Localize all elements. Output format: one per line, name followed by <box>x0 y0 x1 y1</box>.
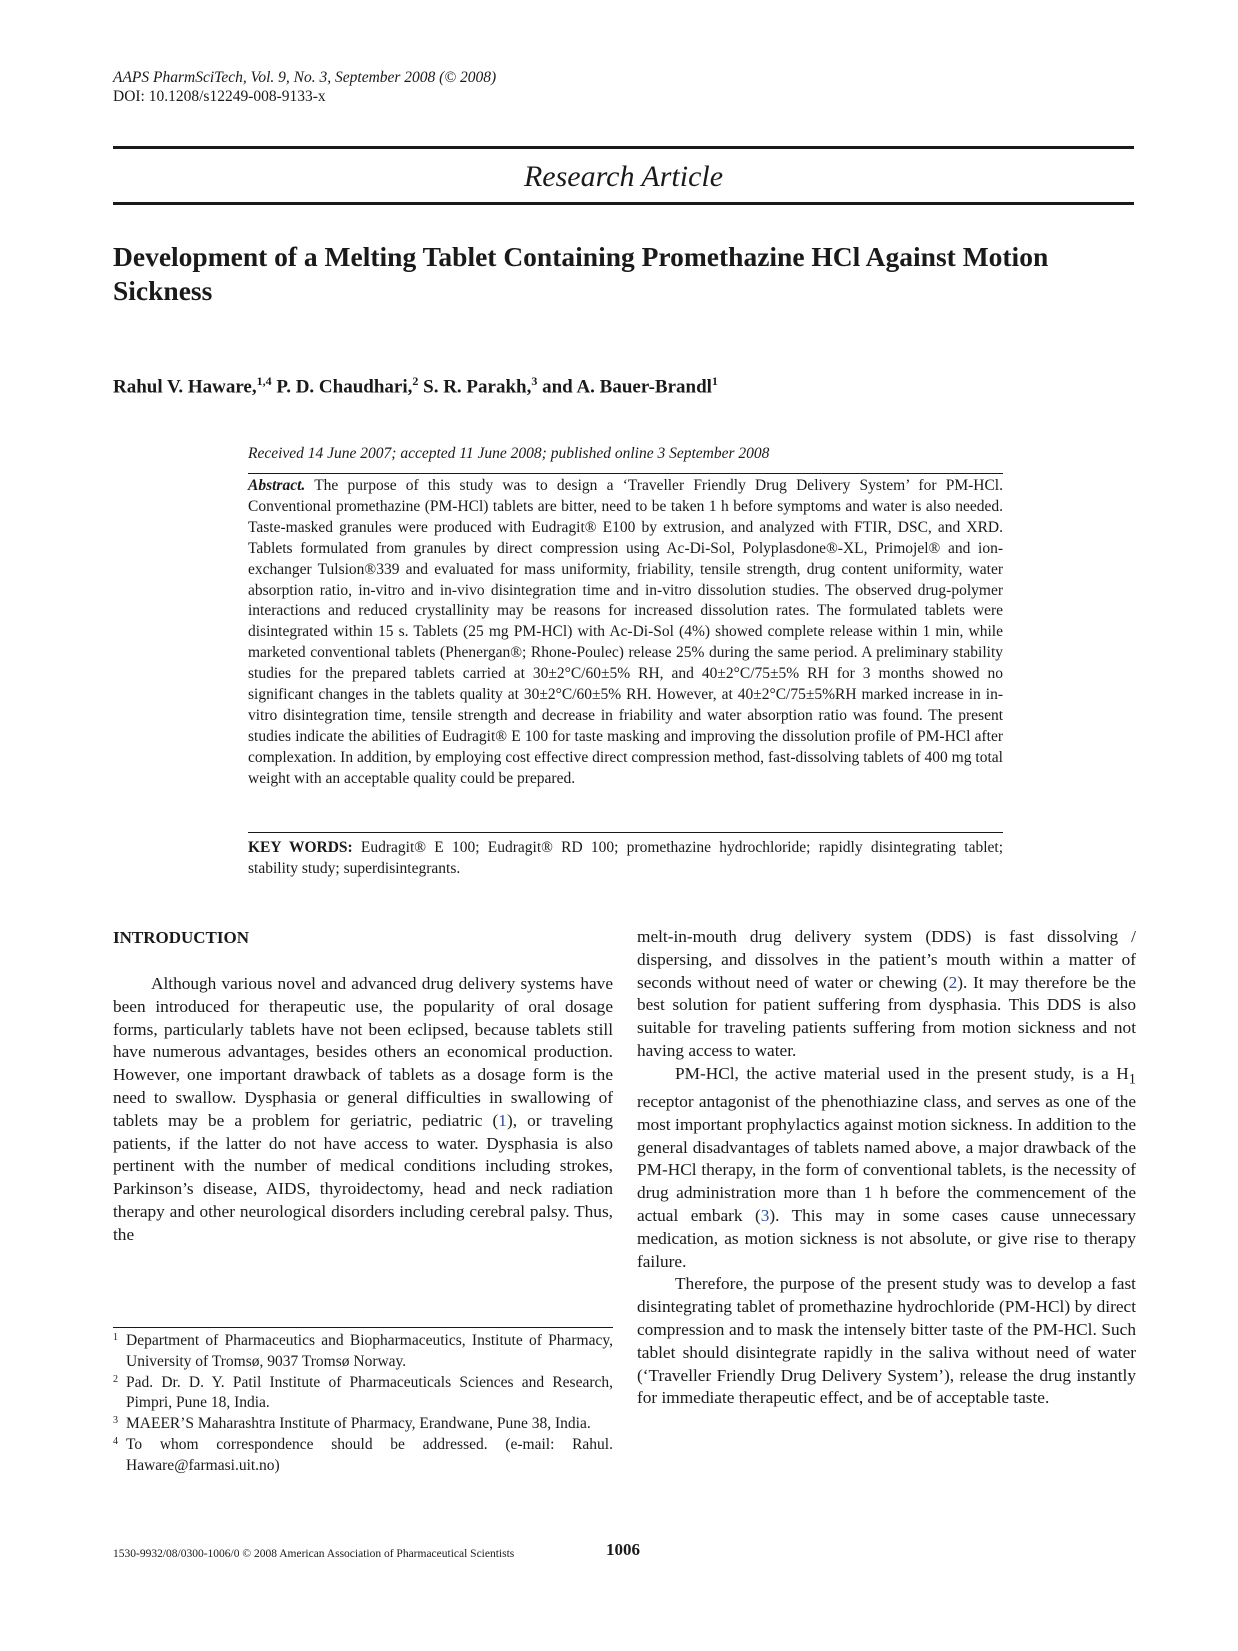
abstract <box>248 476 1003 790</box>
page-number: 1006 <box>606 1540 640 1559</box>
body-paragraph: Although various novel and advanced drug delivery systems have been introduced for therapeutic use, the popularity of oral dosage forms, particularly tablets have not been eclipsed, because tablets still have numerous advantages, besides others an economical production. However, one important drawback of tablets as a dosage form is the need to swallow. Dysphasia or general difficulties in swallowing of tablets may be a problem for geriatric, pediatric (1), or traveling patients, if the latter do not have access to water. Dysphasia is also pertinent with the number of medical conditions including strokes, Parkinson’s disease, AIDS, thyroidectomy, head and neck radiation therapy and other neurological disorders including cerebral palsy. Thus, the <box>113 974 613 1244</box>
author-name: P. D. Chaudhari, <box>276 376 413 398</box>
keywords-text: Eudragit® E 100; Eudragit® RD 100; promethazine hydrochloride; rapidly disintegrating tablet; stability study; superdisintegrants. <box>248 839 1004 877</box>
footnote-text: Pad. Dr. D. Y. Patil Institute of Pharmaceuticals Sciences and Research, Pimpri, Pune 18, India. <box>126 1373 613 1412</box>
received-dates: Received 14 June 2007; accepted 11 June 2008; published online 3 September 2008 <box>248 445 770 462</box>
author-affiliation: 3 <box>531 374 538 388</box>
author-name: Rahul V. Haware, <box>113 376 257 398</box>
footnote <box>113 1414 613 1435</box>
copyright-line: 1530-9932/08/0300-1006/0 © 2008 American Association of Pharmaceutical Scientists <box>113 1548 515 1560</box>
footnote-text[interactable]: To whom correspondence should be addressed. (e-mail: Rahul. Haware@farmasi.uit.no) <box>126 1435 613 1474</box>
footnotes <box>113 1331 613 1477</box>
footnote-text: Department of Pharmaceutics and Biopharmaceutics, Institute of Pharmacy, University of Tromsø, 9037 Tromsø Norway. <box>126 1332 613 1370</box>
footnote-number: 4 <box>113 1435 118 1447</box>
abstract-text: The purpose of this study was to design a ‘Traveller Friendly Drug Delivery System’ for PM-HCl. Conventional promethazine (PM-HCl) tablets are bitter, need to be taken 1 h before symptoms and water is also needed. Taste-masked granules were produced with Eudragit® E100 by extrusion, and analyzed with FTIR, DSC, and XRD. Tablets formulated from granules by direct compression using Ac-Di-Sol, Polyplasdone®-XL, Primojel® and ion-exchanger Tulsion®339 and evaluated for mass uniformity, friability, tensile strength, drug content uniformity, water absorption ratio, in-vitro and in-vivo disintegration time and in-vitro dissolution studies. The observed drug-polymer interactions and reduced crystallinity may be reasons for increased dissolution rates. The formulated tablets were disintegrated within 15 s. Tablets (25 mg PM-HCl) with Ac-Di-Sol (4%) showed complete release within 1 min, while marketed conventional tablets (Phenergan®; Rhone-Poulec) release 25% during the same period. A preliminary stability studies for the prepared tablets carried at 30±2°C/60±5% RH, and 40±2°C/75±5% RH for 3 months showed no significant changes in the tablets quality at 30±2°C/60±5% RH. However, at 40±2°C/75±5%RH marked increase in in-vitro disintegration time, tensile strength and decrease in friability and water absorption ratio was found. The present studies indicate the abilities of Eudragit® E 100 for taste masking and improving the dissolution profile of PM-HCl after complexation. In addition, by employing cost effective direct compression method, fast-dissolving tablets of 400 mg total weight with an acceptable quality could be prepared. <box>248 477 1003 787</box>
citation-link[interactable]: 2 <box>948 972 958 992</box>
author-affiliation: 1 <box>711 374 718 388</box>
journal-citation: AAPS PharmSciTech, Vol. 9, No. 3, September 2008 (© 2008) <box>113 69 497 86</box>
footnote <box>113 1331 613 1373</box>
abstract-rule <box>248 473 1003 474</box>
author-affiliation: 2 <box>412 374 419 388</box>
doi[interactable]: DOI: 10.1208/s12249-008-9133-x <box>113 88 326 105</box>
body-paragraph: PM-HCl, the active material used in the present study, is a $H_1$ receptor antagonist of the phenothiazine class, and serves as one of the most important prophylactics against motion sickness. In addition to the general disadvantages of tablets named above, a major drawback of the PM-HCl therapy, in the form of conventional tablets, is the necessity of drug administration more than 1 h before the commencement of the actual embark (3). This may in some cases cause unnecessary medication, as motion sickness is not absolute, or give rise to therapy failure. <box>637 1063 1137 1271</box>
citation-link[interactable]: 1 <box>498 1110 507 1130</box>
keywords-label: KEY WORDS: <box>248 839 353 856</box>
citation-link[interactable]: 3 <box>760 1206 770 1226</box>
top-rule <box>113 146 1134 149</box>
author-name: and A. Bauer-Brandl <box>542 376 712 398</box>
footnote-number: 3 <box>113 1415 118 1427</box>
footnote-number: 1 <box>113 1332 118 1343</box>
keywords-rule <box>248 832 1003 833</box>
article-title: Development of a Melting Tablet Containing Promethazine HCl Against Motion Sickness <box>113 241 1049 306</box>
section-label: Research Article <box>523 160 724 193</box>
left-column <box>113 973 613 1247</box>
keywords <box>248 838 1003 880</box>
body-paragraph: melt-in-mouth drug delivery system (DDS) is fast dissolving / dispersing, and dissolves in the patient’s mouth within a matter of seconds without need of water or chewing (2). It may therefore be the best solution for patient suffering from dysphasia. This DDS is also suitable for traveling patients suffering from motion sickness and not having access to water. <box>637 927 1136 1060</box>
abstract-label: Abstract. <box>248 477 306 494</box>
right-column <box>637 926 1136 1410</box>
author-affiliation: 1,4 <box>256 374 272 388</box>
section-rule <box>113 202 1134 205</box>
footnote-rule <box>113 1327 613 1328</box>
footnote <box>113 1373 613 1415</box>
journal-header <box>113 68 496 106</box>
footnote <box>113 1435 613 1477</box>
subscript: 1 <box>1128 1071 1136 1088</box>
author-list <box>113 368 718 400</box>
body-paragraph: Therefore, the purpose of the present study was to develop a fast disintegrating tablet of promethazine hydrochloride (PM-HCl) by direct compression and to mask the intensely bitter taste of the PM-HCl. Such tablet should disintegrate rapidly in the saliva without need of water (‘Traveller Friendly Drug Delivery System’), release the drug instantly for immediate therapeutic effect, and be of acceptable taste. <box>637 1274 1136 1408</box>
author-name: S. R. Parakh, <box>423 376 532 398</box>
footnote-text: MAEER’S Maharashtra Institute of Pharmacy, Erandwane, Pune 38, India. <box>126 1415 591 1433</box>
footnote-number: 2 <box>113 1373 118 1385</box>
section-heading-introduction: INTRODUCTION <box>113 928 250 947</box>
